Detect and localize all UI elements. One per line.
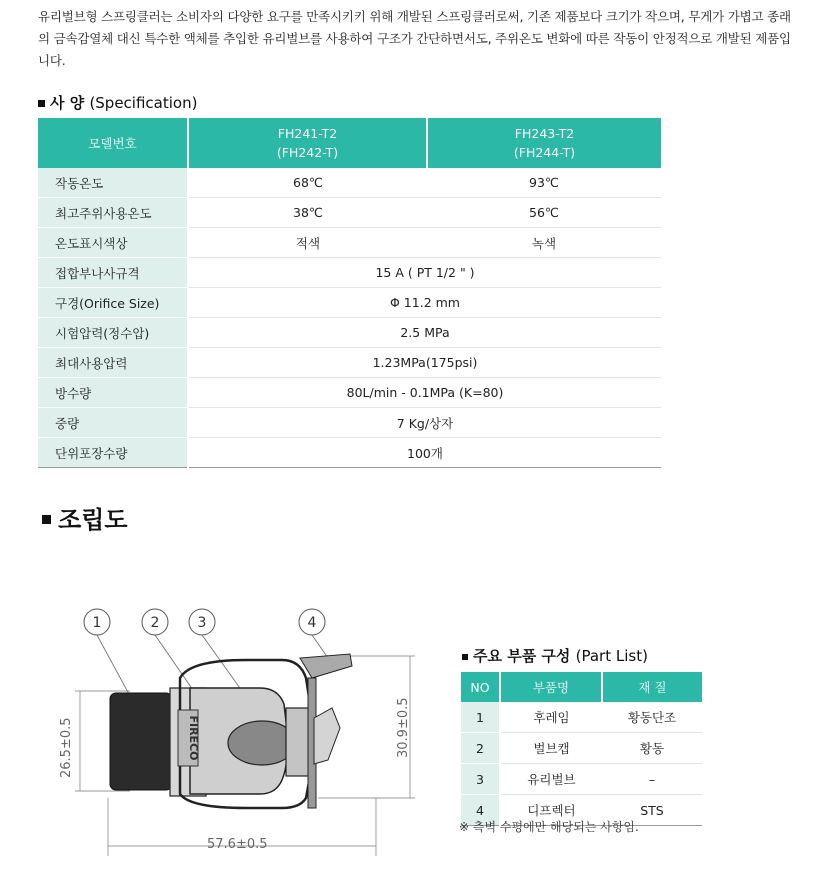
callout-3-label: 3 (197, 615, 207, 631)
assembly-title: 조립도 (58, 506, 128, 534)
spec-row-label: 방수량 (38, 378, 188, 408)
part-number: 2 (461, 733, 500, 764)
parts-row (461, 702, 702, 733)
spec-row-value-2: 93℃ (427, 168, 661, 198)
spec-row-label: 최고주위사용온도 (38, 198, 188, 228)
parts-row (461, 733, 702, 764)
parts-note: ※ 측벽 수평에만 해당되는 사항임. (459, 820, 639, 834)
dimension-right: 30.9±0.5 (396, 697, 411, 758)
parts-header-row (461, 672, 702, 702)
bullet-square-icon (462, 654, 468, 660)
spec-row-label: 온도표시색상 (38, 228, 188, 258)
spec-row-value: 1.23MPa(175psi) (188, 348, 661, 378)
part-material: – (602, 764, 702, 795)
spec-table (38, 118, 661, 468)
parts-header-no: NO (461, 672, 500, 702)
spec-row-value: 2.5 MPa (188, 318, 661, 348)
intro-paragraph: 유리벌브형 스프링클러는 소비자의 다양한 요구를 만족시키키 위해 개발된 스프링클러로써, 기존 제품보다 크기가 작으며, 무게가 가볍고 종래의 금속감열체 대신 특수한 액체를 추입한 유리벌브를 사용하여 구조가 간단하면서도, 주위온도 변화에 따른 작동이 안정적으로 개발된 제품입니다. (38, 9, 791, 68)
spec-section-title (38, 92, 197, 113)
spec-row-value-2: 56℃ (427, 198, 661, 228)
sprinkler-drawing (110, 654, 352, 808)
spec-row-value: 7 Kg/상자 (188, 408, 661, 438)
part-number: 3 (461, 764, 500, 795)
spec-header-row (38, 118, 661, 168)
spec-row (38, 228, 661, 258)
spec-row (38, 198, 661, 228)
dimension-width: 57.6±0.5 (207, 837, 268, 852)
assembly-drawing (50, 598, 440, 863)
parts-header-material: 재 질 (602, 672, 702, 702)
bullet-square-icon (42, 515, 51, 524)
spec-title-ko: 사 양 (50, 94, 85, 112)
spec-row (38, 318, 661, 348)
spec-row-label: 중량 (38, 408, 188, 438)
bullet-square-icon (38, 100, 45, 107)
spec-row-label: 접합부나사규격 (38, 258, 188, 288)
callout-4-label: 4 (307, 615, 317, 631)
spec-row-label: 시험압력(정수압) (38, 318, 188, 348)
parts-section-title (462, 645, 648, 666)
spec-row-value: 100개 (188, 438, 661, 468)
spec-row-value-2: 녹색 (427, 228, 661, 258)
spec-row (38, 408, 661, 438)
part-name: 유리벌브 (500, 764, 602, 795)
part-number: 4 (461, 795, 500, 826)
part-name: 벌브캡 (500, 733, 602, 764)
spec-row-label: 작동온도 (38, 168, 188, 198)
spec-row (38, 168, 661, 198)
spec-row-label: 단위포장수량 (38, 438, 188, 468)
spec-row (38, 258, 661, 288)
spec-header-model2: FH243-T2 (FH244-T) (427, 118, 661, 168)
parts-title-en: (Part List) (575, 647, 648, 665)
spec-row-label: 구경(Orifice Size) (38, 288, 188, 318)
spec-row (38, 288, 661, 318)
spec-row-value-1: 68℃ (188, 168, 427, 198)
part-material: 황동단조 (602, 702, 702, 733)
spec-row-value-1: 38℃ (188, 198, 427, 228)
part-name: 후레임 (500, 702, 602, 733)
part-number: 1 (461, 702, 500, 733)
part-name: 디프렉터 (500, 795, 602, 826)
spec-row-value: 80L/min - 0.1MPa (K=80) (188, 378, 661, 408)
callout-2-label: 2 (150, 615, 160, 631)
parts-row (461, 764, 702, 795)
callout-1-label: 1 (92, 615, 102, 631)
dimension-left: 26.5±0.5 (59, 717, 74, 778)
spec-row-label: 최대사용압력 (38, 348, 188, 378)
spec-title-en: (Specification) (89, 94, 198, 112)
brand-label: FIRECO (187, 715, 200, 761)
spec-row-value: Φ 11.2 mm (188, 288, 661, 318)
spec-header-label: 모델번호 (38, 118, 188, 168)
spec-row (38, 378, 661, 408)
parts-header-name: 부품명 (500, 672, 602, 702)
spec-row (38, 438, 661, 468)
spec-row (38, 348, 661, 378)
spec-header-model1: FH241-T2 (FH242-T) (188, 118, 427, 168)
spec-row-value-1: 적색 (188, 228, 427, 258)
part-material: STS (602, 795, 702, 826)
assembly-section-title (42, 500, 128, 535)
parts-title-ko: 주요 부품 구성 (473, 647, 571, 665)
part-material: 황동 (602, 733, 702, 764)
spec-row-value: 15 A ( PT 1/2 " ) (188, 258, 661, 288)
parts-table (461, 672, 702, 826)
